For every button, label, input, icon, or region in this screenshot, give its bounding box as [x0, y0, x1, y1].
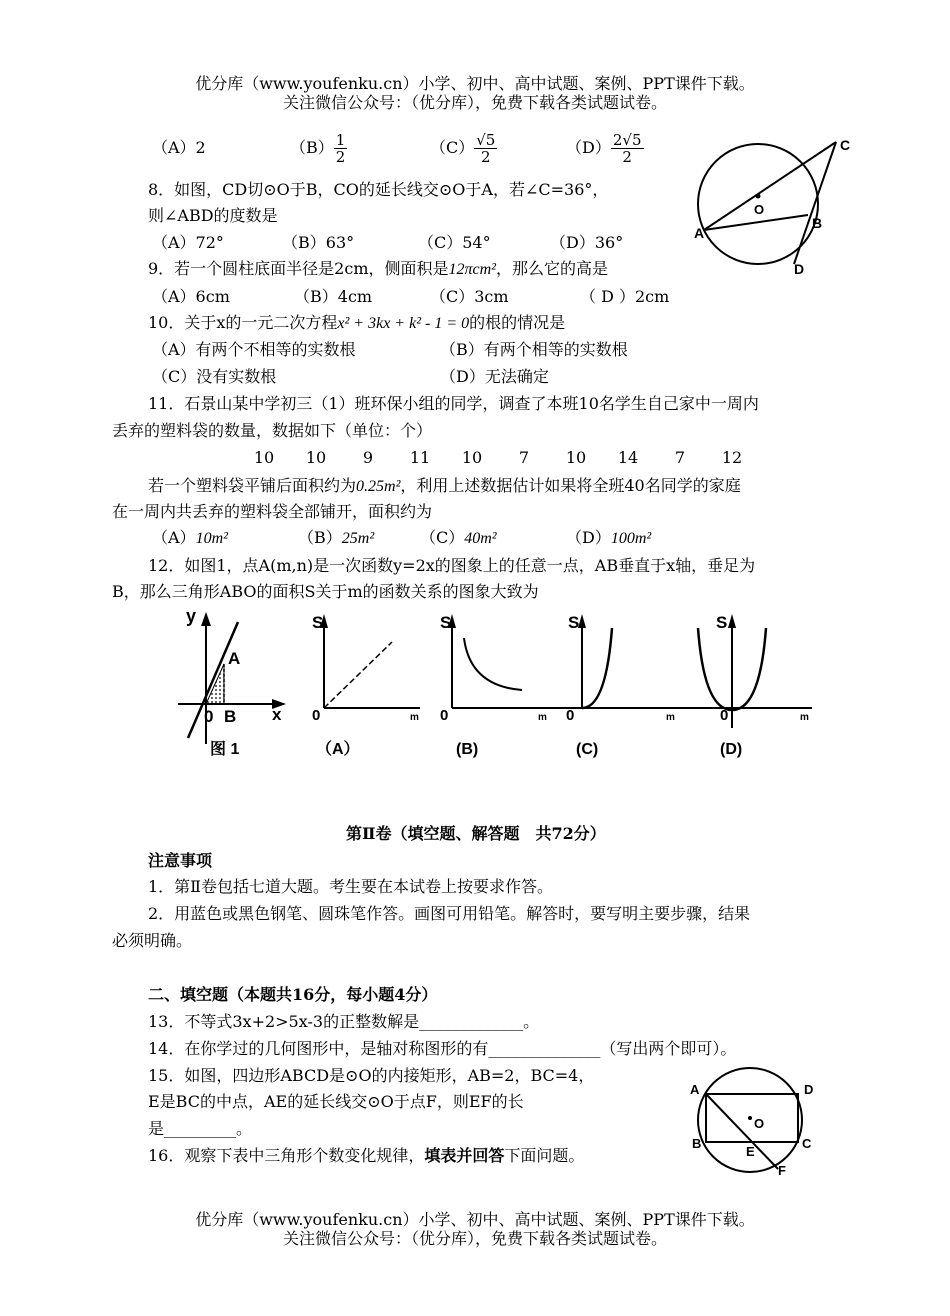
q11-data-row — [238, 448, 758, 468]
q15-circle-figure — [686, 1064, 826, 1176]
q11-data-value: 7 — [518, 448, 530, 467]
q8-option-a: （A）72° — [152, 233, 224, 252]
q15-text-3: 是_________。 — [148, 1119, 253, 1138]
fig1-b-label: B — [224, 707, 237, 726]
q11-text-3: 若一个塑料袋平铺后面积约为0.25m²，利用上述数据估计如果将全班40名同学的家庭 — [148, 476, 741, 495]
q11-data-value: 10 — [253, 448, 275, 467]
q11-option-c: （C）40m² — [420, 528, 497, 547]
footer-line-2: 关注微信公众号：（优分库），免费下载各类试题试卷。 — [282, 1229, 667, 1248]
q11-option-a: （A）10m² — [152, 528, 228, 547]
fig1-x-label: x — [272, 705, 282, 724]
q11-option-b: （B）25m² — [298, 528, 375, 547]
fig1-caption: 图 1 — [210, 741, 240, 758]
q10-formula: x² + 3kx + k² - 1 = 0 — [337, 315, 470, 332]
fig1-a-label: A — [228, 649, 241, 668]
q9-formula: 12πcm² — [448, 261, 496, 278]
q8-text-1: 8．如图，CD切⊙O于B，CO的延长线交⊙O于A，若∠C=36°， — [148, 180, 609, 199]
q8-option-d: （D）36° — [550, 233, 624, 252]
header-line-1: 优分库（www.youfenku.cn）小学、初中、高中试题、案例、PPT课件下载。 — [195, 74, 755, 93]
graph-b-caption: (B) — [456, 741, 479, 758]
q11-data-value: 11 — [409, 448, 431, 467]
q15-label-f: F — [778, 1163, 786, 1176]
graph-a-o-label: 0 — [312, 707, 321, 724]
graph-b-m-label: m — [538, 712, 547, 723]
q11-data-value: 14 — [617, 448, 639, 467]
q15-label-o: O — [754, 1116, 765, 1131]
q9-option-c: （C）3cm — [430, 287, 509, 306]
q11-data-value: 10 — [305, 448, 327, 467]
graph-d-caption: (D) — [720, 741, 743, 758]
q8-option-b: （B）63° — [282, 233, 355, 252]
q8-label-d: D — [794, 261, 805, 277]
q11-data-value: 10 — [565, 448, 587, 467]
graph-b-o-label: 0 — [440, 707, 449, 724]
fig1-o-label: 0 — [204, 707, 214, 726]
q7-option-d: （D） $\frac{2√5}{2}$ — [566, 131, 642, 166]
graph-b-s-label: S — [440, 613, 452, 632]
q12-graph-c — [548, 608, 680, 766]
part2-title: 第Ⅱ卷（填空题、解答题 共72分） — [346, 824, 606, 843]
q15-text-2: E是BC的中点，AE的延长线交⊙O于点F，则EF的长 — [148, 1092, 524, 1111]
q11-data-value: 10 — [461, 448, 483, 467]
q9-option-a: （A）6cm — [152, 287, 230, 306]
q10-option-b: （B）有两个相等的实数根 — [440, 340, 628, 359]
q7-option-b: （B） $\frac{1}{2}$ — [290, 131, 346, 166]
fig1-y-label: y — [186, 606, 197, 626]
q8-label-o: O — [754, 202, 765, 217]
q11-data-value: 7 — [674, 448, 686, 467]
q15-text-1: 15．如图，四边形ABCD是⊙O的内接矩形，AB=2，BC=4， — [148, 1066, 595, 1085]
q7-option-a: （A）2 — [152, 138, 206, 157]
q12-graph-a — [292, 608, 424, 766]
header-line-2: 关注微信公众号：（优分库），免费下载各类试题试卷。 — [282, 93, 667, 112]
q15-label-c: C — [802, 1136, 812, 1151]
graph-c-caption: (C) — [576, 741, 599, 758]
section2-title: 二、填空题（本题共16分，每小题4分） — [148, 985, 438, 1004]
q12-figure-1 — [174, 604, 294, 766]
graph-c-m-label: m — [666, 712, 675, 723]
q8-label-c: C — [840, 137, 851, 153]
q9-option-d: （ D ）2cm — [580, 287, 670, 306]
q11-option-d: （D）100m² — [566, 528, 652, 547]
footer-line-1: 优分库（www.youfenku.cn）小学、初中、高中试题、案例、PPT课件下载。 — [195, 1210, 755, 1229]
q10-option-d: （D）无法确定 — [440, 367, 549, 386]
q13-text: 13．不等式3x+2>5x-3的正整数解是_____________。 — [148, 1012, 540, 1031]
notice-2-line-1: 2．用蓝色或黑色钢笔、圆珠笔作答。画图可用铅笔。解答时，要写明主要步骤，结果 — [148, 904, 751, 923]
q11-text-2: 丢弃的塑料袋的数量，数据如下（单位：个） — [112, 421, 433, 440]
q10-option-c: （C）没有实数根 — [152, 367, 277, 386]
q15-label-e: E — [746, 1144, 755, 1159]
graph-c-o-label: 0 — [566, 707, 575, 724]
q11-data-value: 9 — [362, 448, 374, 467]
graph-d-o-label: 0 — [720, 707, 729, 724]
q8-label-a: A — [694, 225, 705, 241]
q8-text-2: 则∠ABD的度数是 — [148, 206, 278, 225]
notice-heading: 注意事项 — [148, 851, 213, 870]
notice-2-line-2: 必须明确。 — [112, 931, 193, 950]
q8-circle-figure — [690, 128, 860, 278]
q11-area: 0.25m² — [356, 478, 401, 495]
q10-option-a: （A）有两个不相等的实数根 — [152, 340, 356, 359]
q15-label-d: D — [804, 1082, 814, 1097]
q11-text-1: 11．石景山某中学初三（1）班环保小组的同学，调查了本班10名学生自己家中一周内 — [148, 394, 759, 413]
graph-a-s-label: S — [312, 613, 324, 632]
q9-text: 9．若一个圆柱底面半径是2cm，侧面积是12πcm²，那么它的高是 — [148, 259, 608, 278]
q15-label-b: B — [692, 1136, 702, 1151]
graph-c-s-label: S — [568, 613, 580, 632]
q8-option-c: （C）54° — [418, 233, 491, 252]
q14-text: 14．在你学过的几何图形中，是轴对称图形的有______________（写出两个即可）。 — [148, 1039, 737, 1058]
graph-d-s-label: S — [716, 613, 728, 632]
q12-text-2: B，那么三角形ABO的面积S关于m的函数关系的图象大致为 — [112, 582, 539, 601]
q10-text: 10．关于x的一元二次方程x² + 3kx + k² - 1 = 0的根的情况是 — [148, 313, 566, 332]
graph-a-m-label: m — [410, 712, 419, 723]
q12-text-1: 12．如图1，点A(m,n)是一次函数y=2x的图象上的任意一点，AB垂直于x轴，垂足为 — [148, 556, 756, 575]
graph-d-m-label: m — [800, 712, 809, 723]
q7-option-c: （C） $\frac{√5}{2}$ — [430, 131, 496, 166]
q15-label-a: A — [690, 1082, 700, 1097]
q11-text-4: 在一周内共丢弃的塑料袋全部铺开，面积约为 — [112, 502, 433, 521]
notice-1: 1．第Ⅱ卷包括七道大题。考生要在本试卷上按要求作答。 — [148, 877, 554, 896]
q12-graph-b — [420, 608, 552, 766]
q16-text: 16．观察下表中三角形个数变化规律，填表并回答下面问题。 — [148, 1146, 585, 1165]
q12-graph-d — [676, 608, 816, 766]
q9-option-b: （B）4cm — [294, 287, 373, 306]
q8-label-b: B — [812, 215, 823, 231]
q11-data-value: 12 — [721, 448, 743, 467]
graph-a-caption: （A） — [316, 741, 360, 758]
